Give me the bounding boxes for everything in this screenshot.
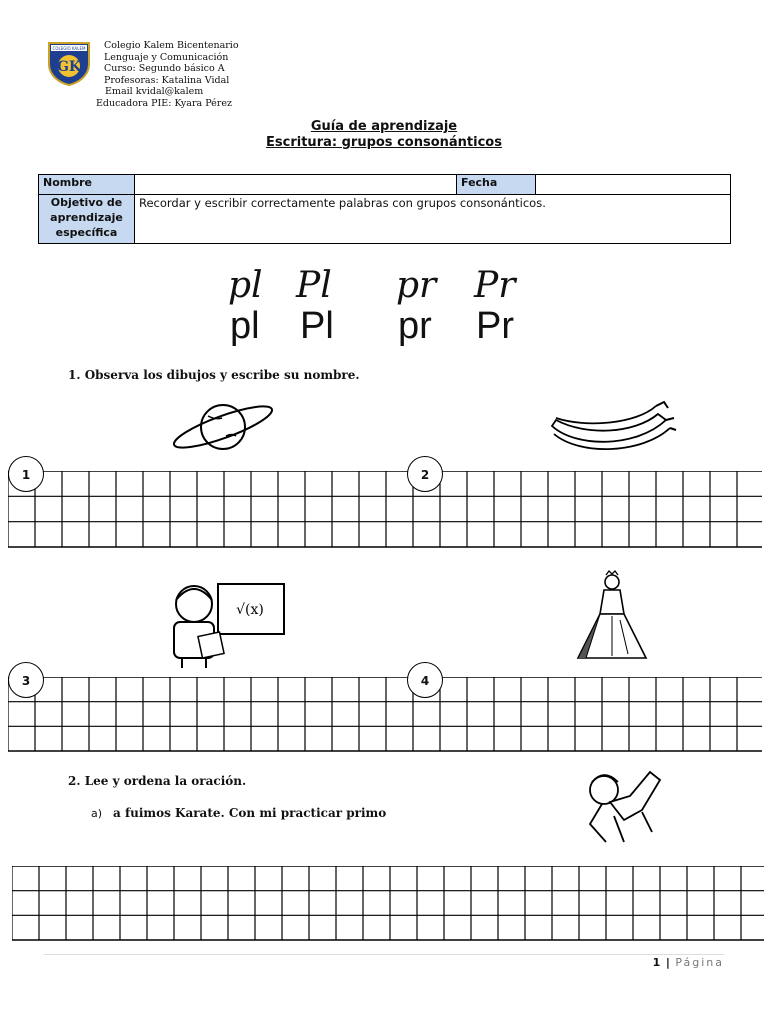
subject: Lenguaje y Comunicación [104, 51, 229, 63]
svg-text:√(x): √(x) [236, 602, 264, 618]
item-letter-a: a) [91, 807, 103, 820]
fecha-field[interactable] [536, 175, 731, 195]
cursive-pr: pr [396, 265, 437, 306]
page-footer [653, 956, 724, 969]
planet-icon [168, 396, 278, 458]
pie-educator: Educadora PIE: Kyara Pérez [96, 97, 232, 109]
cursive-pl: pl [228, 265, 263, 306]
logo-letters: GK [56, 59, 82, 75]
cursive-Pl: Pl [296, 265, 332, 306]
logo-banner: COLEGIO KALEM [52, 46, 86, 51]
page-label: Página [675, 956, 724, 969]
teacher-icon [156, 578, 288, 670]
school-name: Colegio Kalem Bicentenario [104, 40, 239, 51]
objetivo-value: Recordar y escribir correctamente palabras con grupos consonánticos. [135, 195, 731, 244]
page-subtitle: Escritura: grupos consonánticos [266, 135, 502, 150]
writing-grid-row2[interactable] [8, 677, 762, 752]
email: Email kvidal@kalem [105, 86, 204, 98]
writing-grid-row1[interactable] [8, 471, 762, 549]
footer-rule [44, 954, 724, 955]
bananas-icon [546, 398, 682, 458]
item-number-2: 2 [407, 456, 443, 492]
school-info [96, 40, 239, 110]
print-pl: pl [230, 305, 260, 347]
item-number-1: 1 [8, 456, 44, 492]
school-logo [46, 40, 92, 86]
objetivo-label: Objetivo de aprendizaje específica [39, 195, 135, 244]
princess-icon [572, 570, 652, 662]
writing-grid-row3[interactable] [12, 866, 764, 942]
item-number-3: 3 [8, 662, 44, 698]
section1-heading: 1. Observa los dibujos y escribe su nombre. [68, 368, 360, 382]
fecha-label: Fecha [457, 175, 536, 195]
nombre-label: Nombre [39, 175, 135, 195]
page-number: 1 [652, 956, 661, 969]
page-separator: | [665, 956, 670, 969]
section2-heading: 2. Lee y ordena la oración. [68, 774, 247, 788]
scrambled-sentence: a fuimos Karate. Con mi practicar primo [113, 806, 387, 820]
print-pr: pr [398, 305, 432, 347]
cursive-Pr: Pr [474, 265, 516, 306]
item-number-4: 4 [407, 662, 443, 698]
info-table [38, 174, 731, 244]
page-title: Guía de aprendizaje [310, 119, 458, 134]
teachers: Profesoras: Katalina Vidal [104, 74, 230, 86]
print-Pl: Pl [300, 305, 334, 347]
print-Pr: Pr [476, 305, 514, 347]
course: Curso: Segundo básico A [104, 63, 225, 75]
nombre-field[interactable] [135, 175, 457, 195]
letter-groups [0, 265, 768, 355]
karate-kid-icon [580, 768, 666, 848]
